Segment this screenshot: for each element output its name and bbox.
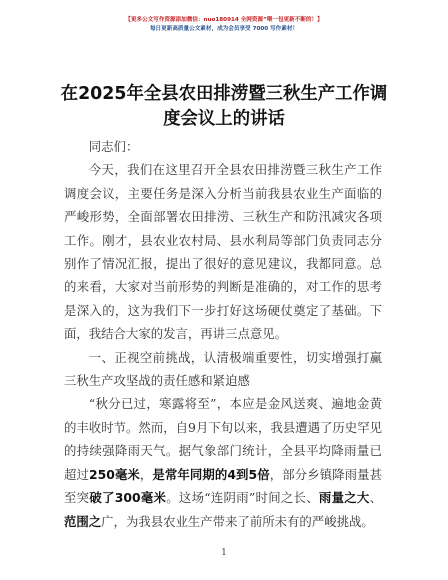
weather-text-a: “秋分已过，寒露将至”，本应是金风送爽、遍地金黄的丰收时节。然而，自9月下旬以来，我县遭遇了历史罕见的持续强降雨天气。据气象部门统计，全县平均降雨量已超过 [64, 396, 382, 482]
promo-line-1: 【更多公文写作资源添加微信：nuo180914 全网资源”喂一包更新不断的！】 [125, 17, 323, 23]
highlight-max: 破了300毫米 [89, 490, 167, 506]
highlight-rainfall: 250毫米 [88, 466, 140, 482]
paragraph-intro: 今天，我们在这里召开全县农田排涝暨三秋生产工作调度会议，主要任务是深入分析当前我县农业生产面临的严峻形势，全面部署农田排涝、三秋生产和防汛减灾各项工作。刚才，县农业农村局、县水利局等部门负责同志分别作了情况汇报，提出了很好的意见建议，我都同意。总的来看，大家对当前形势的判断是准确的，对工作的思考是深入的，这为我们下一步打好这场硬仗奠定了基础。下面，我结合大家的发言，再讲三点意见。 [64, 162, 382, 342]
paragraph-weather [64, 392, 382, 532]
document-body [64, 135, 382, 533]
promo-banner [0, 16, 448, 34]
section-heading-1: 一、正视空前挑战，认清极端重要性，切实增强打赢三秋生产攻坚战的责任感和紧迫感 [64, 349, 382, 389]
weather-text-g: 广，为我县农业生产带来了前所未有的严峻挑战。 [101, 513, 374, 529]
weather-text-e: 。这场“连阴雨”时间之长、 [166, 490, 319, 506]
document-title: 在2025年全县农田排涝暨三秋生产工作调度会议上的讲话 [60, 84, 388, 129]
greeting: 同志们： [88, 139, 139, 154]
highlight-volume: 雨量之大 [318, 490, 370, 506]
weather-text-d: ，部分乡镇降雨量甚至突 [64, 466, 383, 506]
page-number: 1 [221, 548, 227, 558]
highlight-range: 范围之 [64, 513, 102, 529]
weather-text-c: ， [139, 466, 153, 482]
promo-line-2: 每日更新高质量公文素材，成为会员享受 7000 写作素材！ [149, 26, 299, 32]
weather-text-f: 、 [369, 490, 383, 506]
highlight-ratio: 是常年同期的4到5倍 [152, 466, 270, 482]
